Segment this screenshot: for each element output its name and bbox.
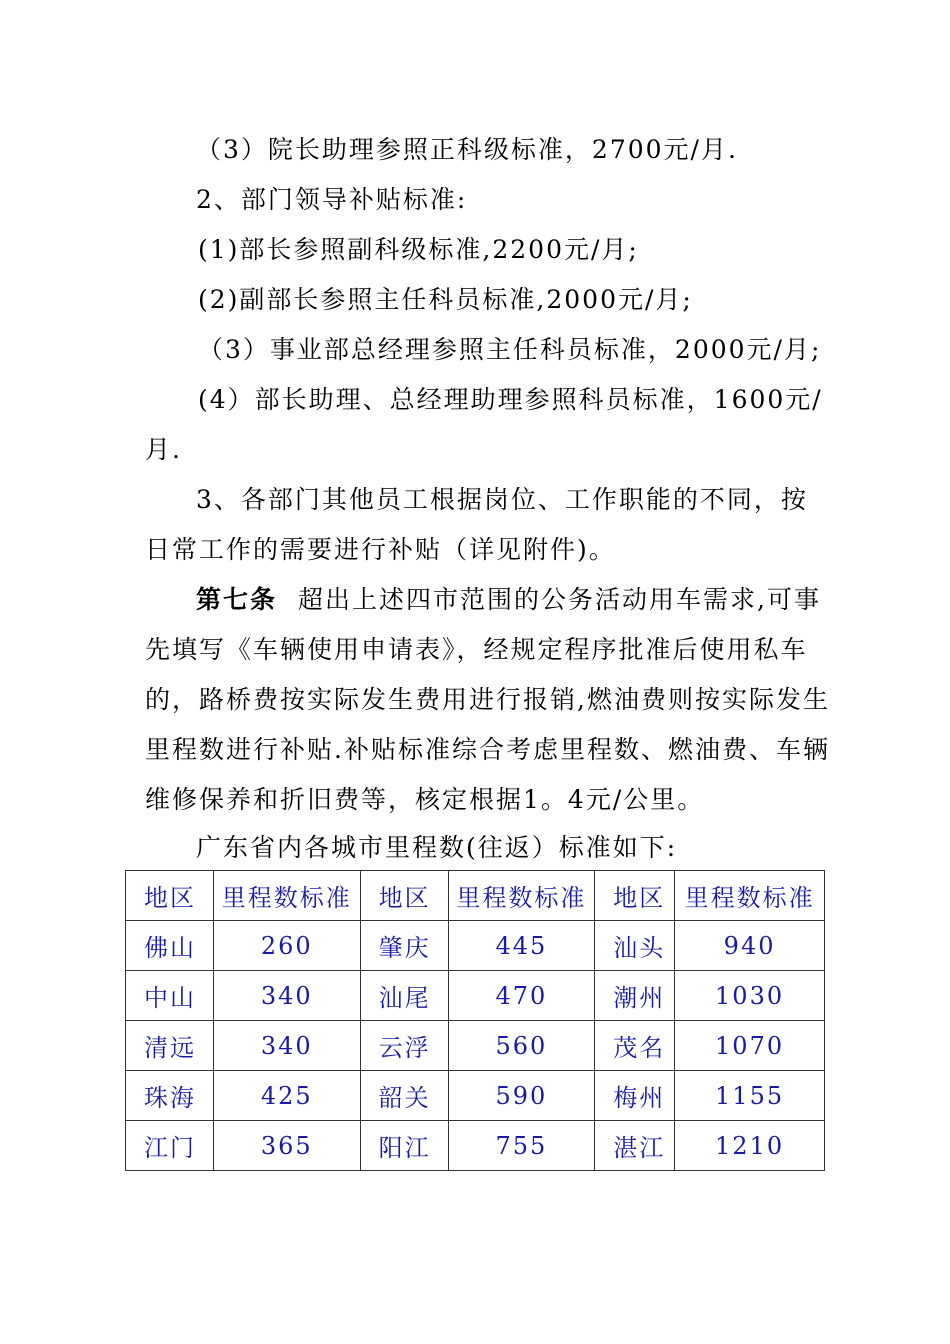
region-cell: 茂名 — [595, 1021, 675, 1071]
table-row — [126, 1071, 825, 1121]
region-cell: 汕尾 — [360, 971, 448, 1021]
article-line-1: 超出上述四市范围的公务活动用车需求,可事 — [298, 585, 821, 614]
article-line-4: 里程数进行补贴.补贴标准综合考虑里程数、燃油费、车辆 — [145, 735, 830, 764]
mileage-cell: 425 — [213, 1071, 360, 1121]
mileage-cell: 365 — [213, 1121, 360, 1171]
text-line-3: (1)部长参照副科级标准,2200元/月; — [198, 235, 639, 264]
mileage-cell: 260 — [213, 921, 360, 971]
text-line-9: 日常工作的需要进行补贴（详见附件)。 — [145, 535, 616, 564]
table-intro: 广东省内各城市里程数(往返）标准如下: — [196, 833, 678, 862]
header-cell: 里程数标准 — [675, 871, 825, 921]
article-line-2: 先填写《车辆使用申请表》，经规定程序批准后使用私车 — [145, 635, 808, 664]
region-cell: 梅州 — [595, 1071, 675, 1121]
table-row — [126, 971, 825, 1021]
region-cell: 珠海 — [126, 1071, 214, 1121]
region-cell: 韶关 — [360, 1071, 448, 1121]
text-line-7: 月. — [145, 435, 182, 464]
mileage-cell: 445 — [448, 921, 595, 971]
header-cell: 地区 — [126, 871, 214, 921]
region-cell: 云浮 — [360, 1021, 448, 1071]
region-cell: 肇庆 — [360, 921, 448, 971]
mileage-cell: 470 — [448, 971, 595, 1021]
mileage-cell: 1155 — [675, 1071, 825, 1121]
mileage-cell: 755 — [448, 1121, 595, 1171]
article-line-5: 维修保养和折旧费等，核定根据1。4元/公里。 — [145, 785, 705, 814]
mileage-cell: 1210 — [675, 1121, 825, 1171]
table-header-row — [126, 871, 825, 921]
table-row — [126, 1121, 825, 1171]
text-line-5: （3）事业部总经理参照主任科员标准，2000元/月; — [198, 335, 822, 364]
text-line-6: (4）部长助理、总经理助理参照科员标准，1600元/ — [198, 385, 823, 414]
mileage-table — [125, 870, 825, 1171]
mileage-cell: 340 — [213, 1021, 360, 1071]
article-line-3: 的，路桥费按实际发生费用进行报销,燃油费则按实际发生 — [145, 685, 830, 714]
text-line-8: 3、各部门其他员工根据岗位、工作职能的不同，按 — [196, 485, 808, 514]
mileage-cell: 590 — [448, 1071, 595, 1121]
header-cell: 地区 — [595, 871, 675, 921]
region-cell: 江门 — [126, 1121, 214, 1171]
region-cell: 佛山 — [126, 921, 214, 971]
table-row — [126, 1021, 825, 1071]
region-cell: 汕头 — [595, 921, 675, 971]
text-line-2: 2、部门领导补贴标准: — [196, 185, 468, 214]
table-row — [126, 921, 825, 971]
header-cell: 里程数标准 — [448, 871, 595, 921]
header-cell: 地区 — [360, 871, 448, 921]
text-line-4: (2)副部长参照主任科员标准,2000元/月; — [198, 285, 693, 314]
mileage-cell: 1030 — [675, 971, 825, 1021]
mileage-cell: 1070 — [675, 1021, 825, 1071]
mileage-cell: 940 — [675, 921, 825, 971]
mileage-cell: 560 — [448, 1021, 595, 1071]
region-cell: 中山 — [126, 971, 214, 1021]
region-cell: 潮州 — [595, 971, 675, 1021]
region-cell: 阳江 — [360, 1121, 448, 1171]
mileage-cell: 340 — [213, 971, 360, 1021]
text-line-1: （3）院长助理参照正科级标准，2700元/月. — [196, 135, 738, 164]
header-cell: 里程数标准 — [213, 871, 360, 921]
region-cell: 清远 — [126, 1021, 214, 1071]
region-cell: 湛江 — [595, 1121, 675, 1171]
article-label: 第七条 — [196, 585, 278, 614]
